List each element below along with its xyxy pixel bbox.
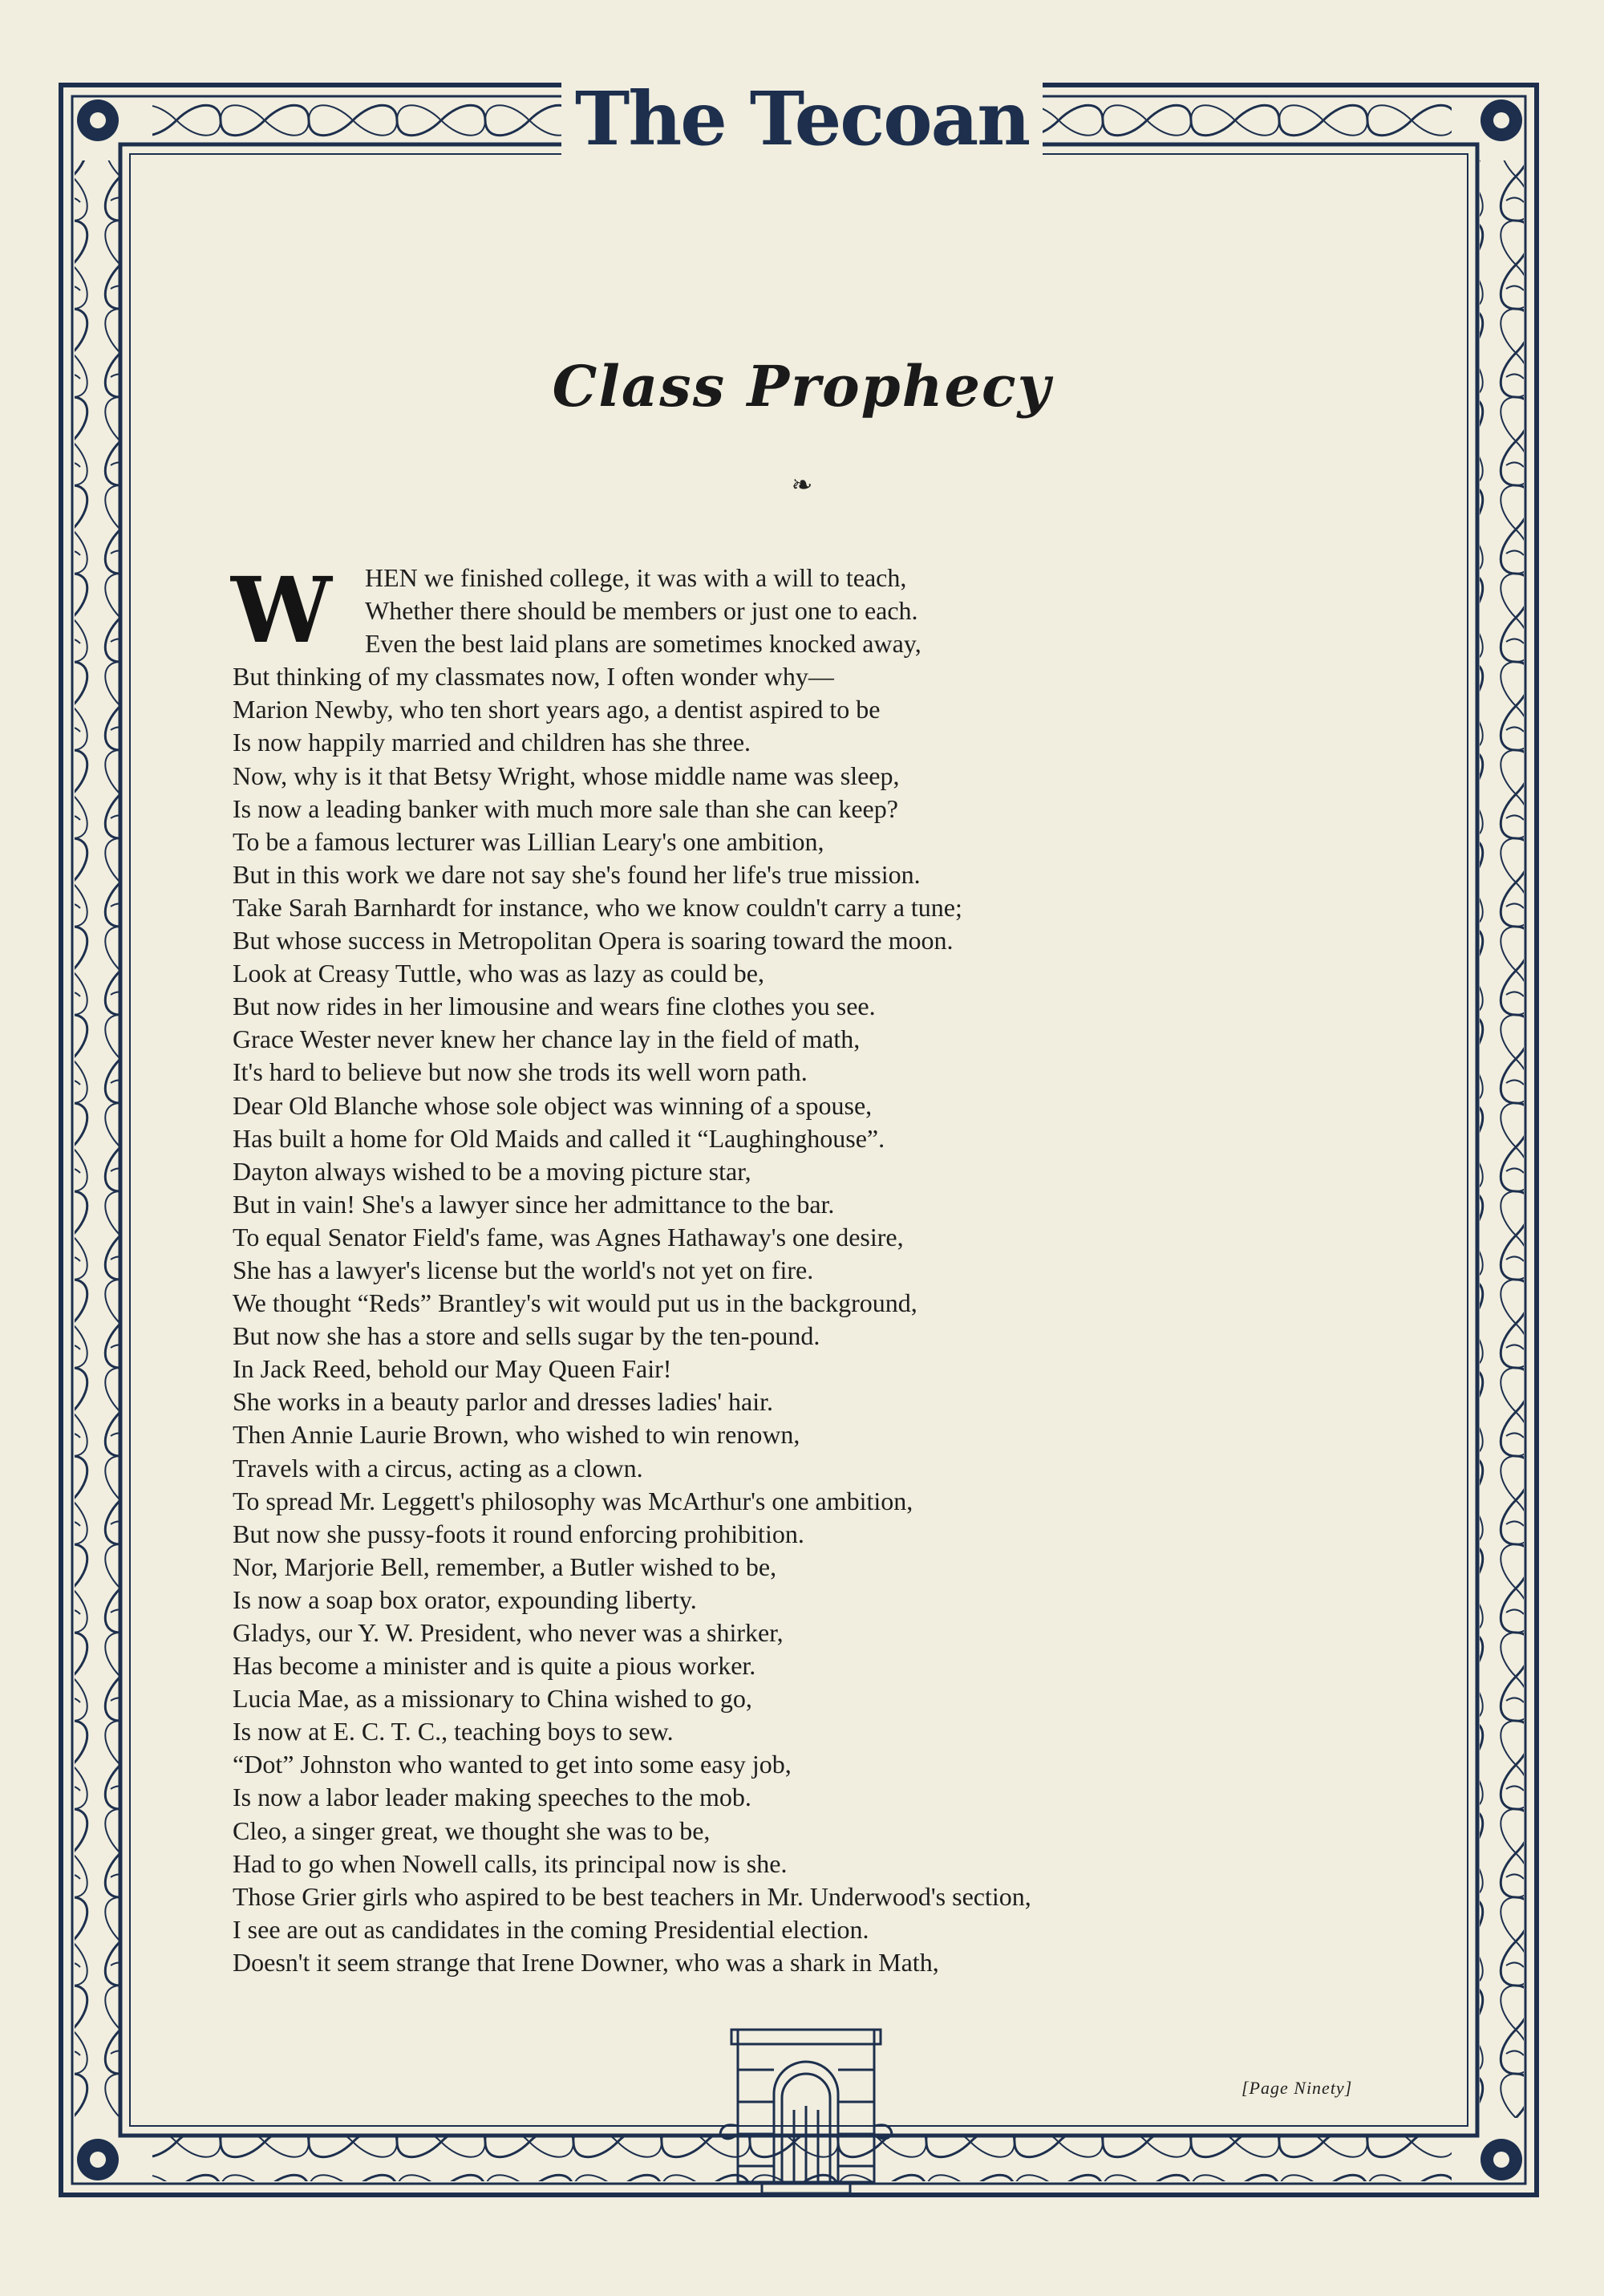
masthead-title: The Tecoan xyxy=(574,75,1030,162)
building-doorway-illustration xyxy=(714,2022,898,2198)
poem-line: But thinking of my classmates now, I often wonder why— xyxy=(233,662,834,692)
poem-line: Is now a soap box orator, expounding liberty. xyxy=(233,1584,697,1614)
poem-line: But now she has a store and sells sugar by the ten-pound. xyxy=(233,1321,820,1351)
poem-line: It's hard to believe but now she trods its well worn path. xyxy=(233,1057,808,1087)
first-line-text: HEN we finished college, it was with a will to teach, xyxy=(365,563,907,592)
poem-line: Cleo, a singer great, we thought she was to be, xyxy=(233,1815,711,1845)
poem-line: Is now happily married and children has she three. xyxy=(233,728,751,757)
poem-line: Is now at E. C. T. C., teaching boys to sew. xyxy=(233,1717,674,1746)
poem-line: Lucia Mae, as a missionary to China wished to go, xyxy=(233,1684,752,1714)
poem-line: Travels with a circus, acting as a clown. xyxy=(233,1453,643,1483)
poem-line: Dayton always wished to be a moving picture star, xyxy=(233,1156,751,1186)
poem-line: She has a lawyer's license but the world's not yet on fire. xyxy=(233,1255,814,1284)
poem-line: Nor, Marjorie Bell, remember, a Butler wished to be, xyxy=(233,1552,777,1581)
poem-line: We thought “Reds” Brantley's wit would put us in the background, xyxy=(233,1288,917,1318)
poem-line: Had to go when Nowell calls, its principal now is she. xyxy=(233,1848,788,1878)
poem-line: Whether there should be members or just one to each. xyxy=(365,596,918,626)
poem-line: But now rides in her limousine and wears fine clothes you see. xyxy=(233,992,876,1021)
poem-line: Has become a minister and is quite a pious worker. xyxy=(233,1651,756,1681)
poem-line: To spread Mr. Leggett's philosophy was McArthur's one ambition, xyxy=(233,1486,913,1515)
poem-line: But in vain! She's a lawyer since her admittance to the bar. xyxy=(233,1189,835,1219)
poem-line: Is now a labor leader making speeches to the mob. xyxy=(233,1783,751,1812)
poem-line: Look at Creasy Tuttle, who was as lazy as could be, xyxy=(233,959,764,988)
poem-line: Has built a home for Old Maids and called it “Laughinghouse”. xyxy=(233,1123,885,1153)
poem-line: Doesn't it seem strange that Irene Downer, who was a shark in Math, xyxy=(233,1947,939,1977)
poem-line: She works in a beauty parlor and dresses ladies' hair. xyxy=(233,1387,774,1417)
poem-line: But now she pussy-foots it round enforcing prohibition. xyxy=(233,1519,804,1548)
poem-line: To be a famous lecturer was Lillian Leary's one ambition, xyxy=(233,826,824,856)
masthead xyxy=(561,75,1043,162)
poem-line: Is now a leading banker with much more sale than she can keep? xyxy=(233,793,898,823)
poem-line: Marion Newby, who ten short years ago, a dentist aspired to be xyxy=(233,695,881,724)
poem-line: Now, why is it that Betsy Wright, whose middle name was sleep, xyxy=(233,761,900,790)
poem-line: “Dot” Johnston who wanted to get into some easy job, xyxy=(233,1750,792,1779)
poem-line: But whose success in Metropolitan Opera is soaring toward the moon. xyxy=(233,926,954,955)
page-number: [Page Ninety] xyxy=(1241,2078,1353,2098)
poem-line: But in this work we dare not say she's found her life's true mission. xyxy=(233,859,921,889)
poem-line: In Jack Reed, behold our May Queen Fair! xyxy=(233,1354,672,1384)
poem-line: To equal Senator Field's fame, was Agnes Hathaway's one desire, xyxy=(233,1222,904,1251)
page-title: Class Prophecy xyxy=(552,353,1052,420)
leaf-ornament-icon: ❧ xyxy=(791,470,813,499)
poem-line: Dear Old Blanche whose sole object was winning of a spouse, xyxy=(233,1090,873,1120)
poem-line: Take Sarah Barnhardt for instance, who we know couldn't carry a tune; xyxy=(233,892,962,922)
poem-line: Even the best laid plans are sometimes knocked away, xyxy=(365,629,921,659)
poem-body xyxy=(231,558,1404,1979)
poem-line: I see are out as candidates in the coming Presidential election. xyxy=(233,1914,869,1944)
poem-line: Gladys, our Y. W. President, who never was a shirker, xyxy=(233,1618,784,1647)
poem-line: Then Annie Laurie Brown, who wished to win renown, xyxy=(233,1420,800,1450)
drop-cap: W xyxy=(231,558,332,663)
poem-line: Those Grier girls who aspired to be best teachers in Mr. Underwood's section, xyxy=(233,1881,1031,1911)
poem-line: Grace Wester never knew her chance lay in the field of math, xyxy=(233,1024,861,1054)
